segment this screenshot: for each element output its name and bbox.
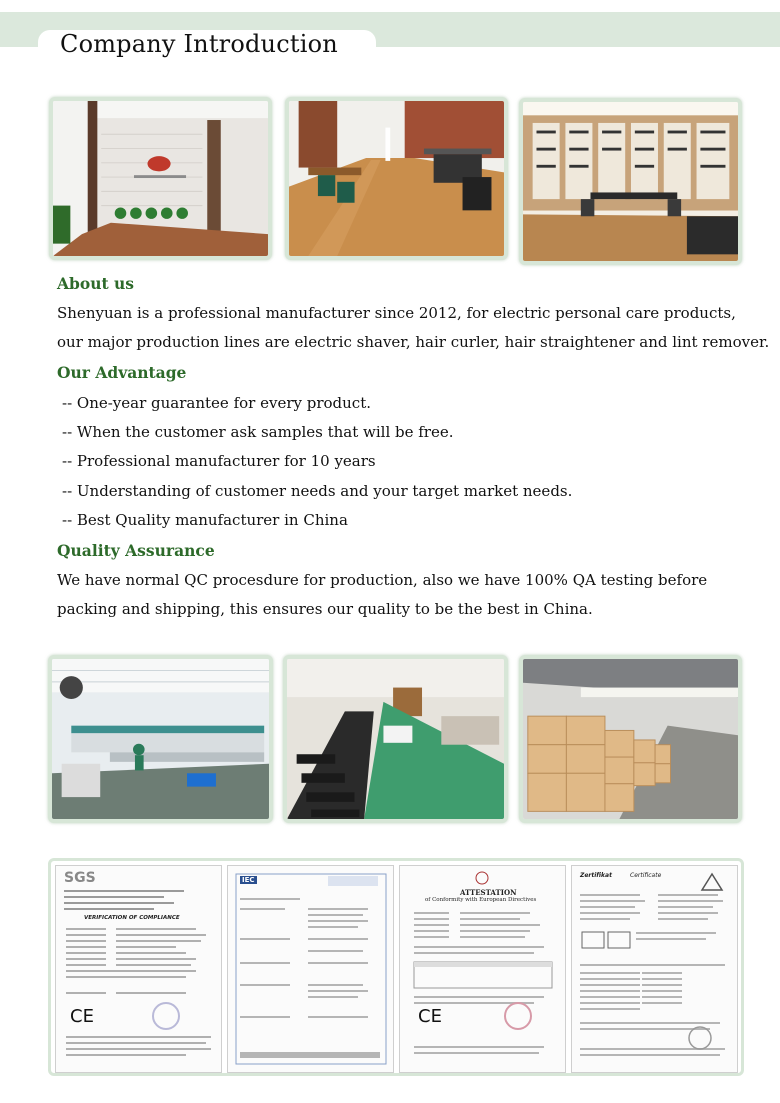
certificates-strip	[48, 858, 744, 1076]
advantage-item: -- Understanding of customer needs and your target market needs.	[62, 482, 573, 500]
sgs-certificate	[55, 865, 222, 1073]
advantage-item: -- When the customer ask samples that will be free.	[62, 423, 454, 441]
quality-heading: Quality Assurance	[57, 541, 215, 560]
warehouse-photo	[519, 655, 742, 823]
iec-certificate	[227, 865, 394, 1073]
page-title: Company Introduction	[60, 30, 338, 58]
assembly-line-photo	[48, 655, 273, 823]
advantage-heading: Our Advantage	[57, 363, 187, 382]
zertifikat-title: Zertifikat	[580, 872, 612, 879]
advantage-item: -- Best Quality manufacturer in China	[62, 511, 348, 529]
office-photo	[285, 97, 508, 260]
attestation-certificate	[399, 865, 566, 1073]
about-line: our major production lines are electric shaver, hair curler, hair straightener and lint remover.	[57, 333, 770, 351]
about-line: Shenyuan is a professional manufacturer since 2012, for electric personal care products,	[57, 304, 736, 322]
showroom-photo	[519, 98, 742, 265]
attestation-title: ATTESTATION	[460, 888, 517, 897]
ce-mark: CE	[418, 1006, 442, 1027]
quality-line: packing and shipping, this ensures our quality to be the best in China.	[57, 600, 593, 618]
advantage-item: -- One-year guarantee for every product.	[62, 394, 371, 412]
zertifikat-certificate	[571, 865, 738, 1073]
reception-photo	[49, 97, 272, 260]
attestation-subtitle: of Conformity with European Directives	[425, 897, 537, 903]
ce-mark: CE	[70, 1006, 94, 1027]
sgs-logo: SGS	[64, 870, 96, 886]
quality-line: We have normal QC procesdure for production, also we have 100% QA testing before	[57, 571, 708, 589]
sgs-certificate-title: VERIFICATION OF COMPLIANCE	[84, 915, 180, 921]
production-floor-photo	[283, 655, 508, 823]
about-heading: About us	[57, 274, 135, 293]
advantage-item: -- Professional manufacturer for 10 years	[62, 452, 376, 470]
zertifikat-subtitle: Certificate	[630, 872, 662, 879]
iec-logo: IEC	[242, 876, 255, 884]
